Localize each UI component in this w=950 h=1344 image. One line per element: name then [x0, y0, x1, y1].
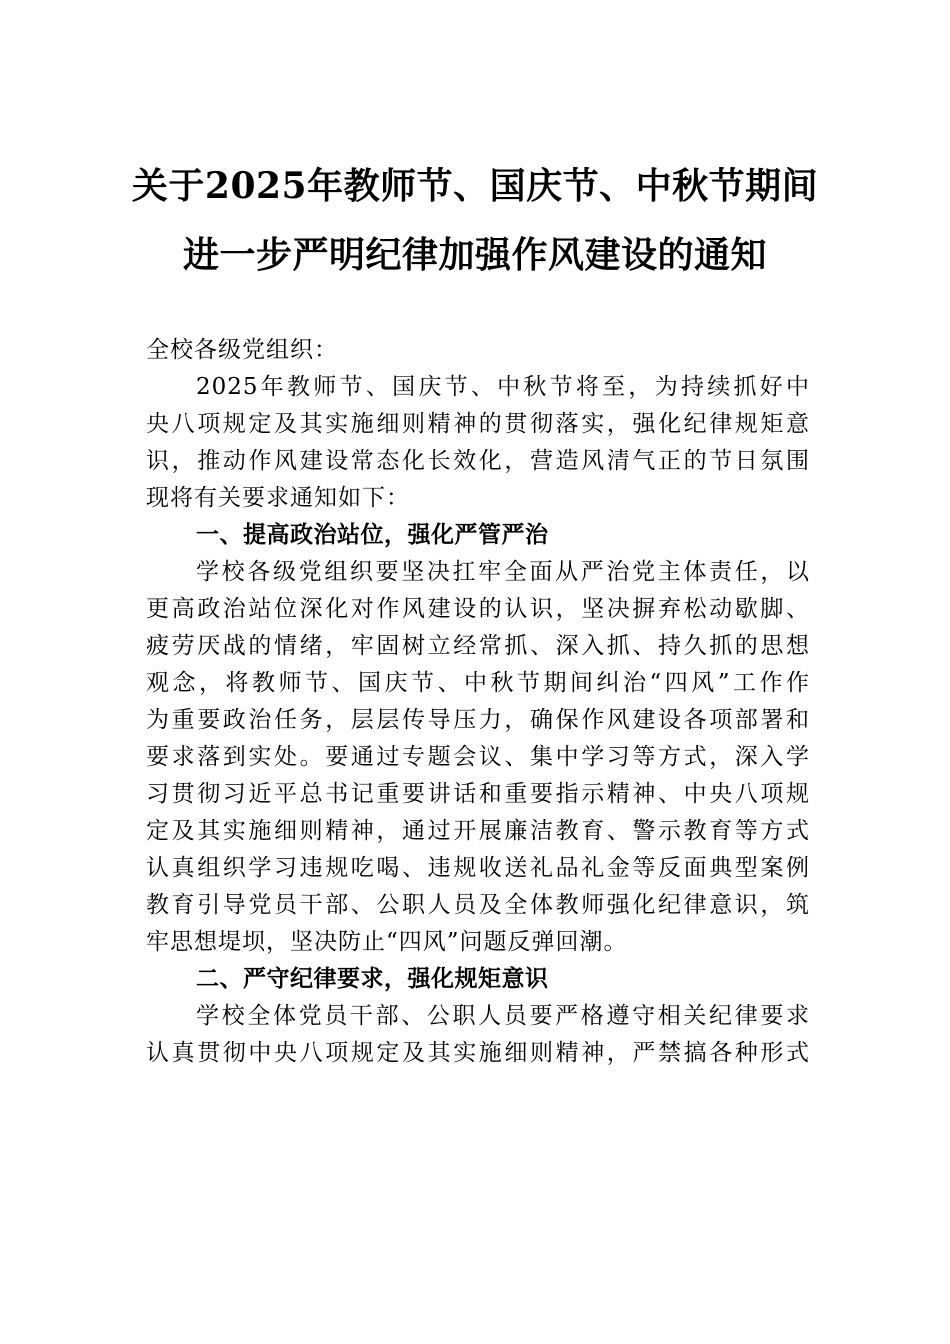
section-1-line: 习贯彻习近平总书记重要讲话和重要指示精神、中央八项规: [146, 781, 810, 807]
section-2-line: 认真贯彻中央八项规定及其实施细则精神，严禁搞各种形式: [146, 1040, 810, 1066]
section-1-line: 定及其实施细则精神，通过开展廉洁教育、警示教育等方式: [146, 818, 810, 844]
section-1-line: 要求落到实处。要通过专题会议、集中学习等方式，深入学: [146, 744, 810, 770]
intro-line: 2025年教师节、国庆节、中秋节将至，为持续抓好中: [196, 374, 810, 400]
section-2-line: 学校全体党员干部、公职人员要严格遵守相关纪律要求: [196, 1003, 810, 1029]
section-1-line: 更高政治站位深化对作风建设的认识，坚决摒弃松动歇脚、: [146, 596, 810, 622]
document-title-line-2: 进一步严明纪律加强作风建设的通知: [182, 234, 767, 276]
document-title-line-1: 关于2025年教师节、国庆节、中秋节期间: [131, 165, 819, 207]
document-body: [146, 332, 810, 1072]
greeting: 全校各级党组织：: [146, 337, 338, 363]
section-1-heading: 一、提高政治站位，强化严管严治: [196, 522, 549, 548]
section-1-line: 为重要政治任务，层层传导压力，确保作风建设各项部署和: [146, 707, 810, 733]
section-1-line: 疲劳厌战的情绪，牢固树立经常抓、深入抓、持久抓的思想: [146, 633, 810, 659]
section-1-line: 牢思想堤坝，坚决防止“四风”问题反弹回潮。: [146, 929, 628, 955]
section-1-line: 认真组织学习违规吃喝、违规收送礼品礼金等反面典型案例: [146, 855, 810, 881]
intro-line: 央八项规定及其实施细则精神的贯彻落实，强化纪律规矩意: [146, 411, 810, 437]
section-2-heading: 二、严守纪律要求，强化规矩意识: [196, 966, 549, 992]
section-1-line: 观念，将教师节、国庆节、中秋节期间纠治“四风”工作作: [146, 670, 810, 696]
intro-line: 现将有关要求通知如下：: [146, 485, 410, 511]
section-1-line: 学校各级党组织要坚决扛牢全面从严治党主体责任，以: [196, 559, 810, 585]
intro-line: 识，推动作风建设常态化长效化，营造风清气正的节日氛围: [146, 448, 810, 474]
section-1-line: 教育引导党员干部、公职人员及全体教师强化纪律意识，筑: [146, 892, 810, 918]
